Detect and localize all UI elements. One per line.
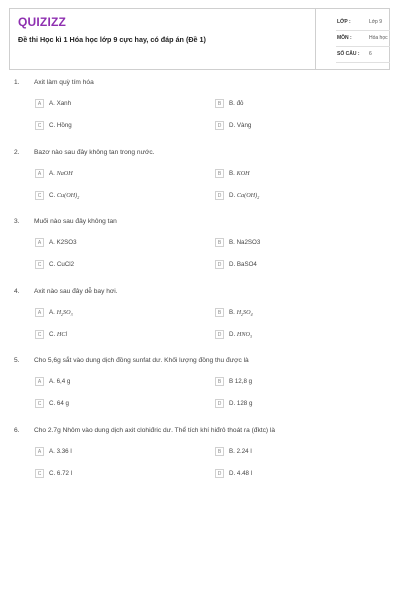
option-text: B 12,8 g	[229, 378, 253, 385]
option-text: A. 3.36 l	[49, 448, 72, 455]
question-text: Axit nào sau đây dễ bay hơi.	[34, 288, 118, 295]
option-letter-box: A	[35, 169, 44, 178]
brand-logo: QUIZIZZ	[18, 15, 67, 29]
divider	[336, 62, 390, 63]
chemical-formula: NaOH	[56, 170, 73, 177]
option-text: D. BaSO4	[229, 261, 257, 268]
option-text: C. 64 g	[49, 400, 69, 407]
meta-label: MÔN :	[337, 35, 352, 41]
option-letter-box: D	[215, 260, 224, 269]
chemical-formula: HCl	[56, 331, 68, 338]
option-text: C. Hồng	[49, 122, 72, 129]
chemical-formula: $HNO_3$	[236, 331, 252, 339]
chemical-formula: $H_2SO_3$	[56, 309, 73, 317]
option-letter-box: B	[215, 99, 224, 108]
chemical-formula: $H_2SO_4$	[236, 309, 253, 317]
option-text: A. K2SO3	[49, 239, 77, 246]
option-text: D. 128 g	[229, 400, 253, 407]
option-letter-box: A	[35, 238, 44, 247]
option-letter-box: C	[35, 260, 44, 269]
question-number: 3.	[14, 218, 20, 225]
question-text: Muối nào sau đây không tan	[34, 218, 117, 225]
option-letter-box: C	[35, 399, 44, 408]
option-letter-box: A	[35, 99, 44, 108]
question-text: Bazơ nào sau đây không tan trong nước.	[34, 149, 155, 156]
option-letter-box: C	[35, 191, 44, 200]
option-text: B. Na2SO3	[229, 239, 261, 246]
option-letter-box: C	[35, 330, 44, 339]
chemical-formula: $Cu(OH)_2$	[56, 192, 80, 200]
option-text: A. 6,4 g	[49, 378, 71, 385]
option-text: C. 6.72 l	[49, 470, 73, 477]
meta-row-count	[316, 47, 391, 61]
question-number: 6.	[14, 427, 20, 434]
option-letter-box: B	[215, 169, 224, 178]
formula-subscript: 2	[241, 312, 244, 317]
question-text: Cho 5,6g sắt vào dung dịch đồng sunfat dư. Khối lượng đồng thu được là	[34, 357, 249, 364]
option-letter-box: D	[215, 399, 224, 408]
option-letter-box: D	[215, 191, 224, 200]
option-letter-box: A	[35, 377, 44, 386]
option-letter-box: A	[35, 308, 44, 317]
question-text: Cho 2.7g Nhôm vào dung dịch axit clohiđric dư. Thể tích khí hiđrô thoát ra (đktc) là	[34, 427, 276, 434]
option-letter-box: C	[35, 469, 44, 478]
meta-panel	[315, 9, 391, 69]
option-letter-box: D	[215, 469, 224, 478]
option-letter-box: D	[215, 330, 224, 339]
option-text: B. KOH	[229, 170, 250, 177]
option-text: C. HCl	[49, 331, 68, 338]
option-letter-box: B	[215, 308, 224, 317]
option-letter-box: A	[35, 447, 44, 456]
option-text: A. Xanh	[49, 100, 72, 107]
formula-subscript: 3	[250, 334, 252, 339]
question-number: 5.	[14, 357, 20, 364]
worksheet-header	[9, 8, 390, 70]
chemical-formula: $Ca(OH)_2$	[236, 192, 260, 200]
meta-label: LỚP :	[337, 19, 351, 25]
question-text: Axit làm quỳ tím hóa	[34, 79, 94, 86]
option-text: B. đỏ	[229, 100, 244, 107]
formula-subscript: 4	[250, 312, 253, 317]
meta-row-subject	[316, 31, 391, 45]
option-text: C. CuCl2	[49, 261, 75, 268]
question-number: 2.	[14, 149, 20, 156]
option-text: B. 2.24 l	[229, 448, 252, 455]
option-text: D. 4.48 l	[229, 470, 253, 477]
meta-label: SỐ CÂU :	[337, 51, 360, 57]
meta-value: 6	[369, 51, 372, 57]
option-letter-box: B	[215, 238, 224, 247]
meta-value: Hóa học	[369, 35, 388, 41]
option-letter-box: B	[215, 447, 224, 456]
meta-value: Lớp 9	[369, 19, 383, 25]
worksheet-title: Đề thi Học kì 1 Hóa học lớp 9 cực hay, có đáp án (Đề 1)	[18, 35, 206, 44]
question-number: 4.	[14, 288, 20, 295]
formula-subscript: 2	[257, 195, 260, 200]
option-letter-box: C	[35, 121, 44, 130]
formula-subscript: 2	[77, 195, 80, 200]
option-text: D. Vàng	[229, 122, 252, 129]
option-text: C. $Cu(OH)_2$	[49, 192, 80, 200]
option-text: A. $H_2SO_3$	[49, 309, 73, 317]
formula-subscript: 3	[70, 312, 73, 317]
option-text: D. $Ca(OH)_2$	[229, 192, 260, 200]
question-number: 1.	[14, 79, 20, 86]
chemical-formula: KOH	[236, 170, 250, 177]
option-text: A. NaOH	[49, 170, 73, 177]
meta-row-class	[316, 15, 391, 29]
option-text: D. $HNO_3$	[229, 331, 252, 339]
option-letter-box: D	[215, 121, 224, 130]
option-text: B. $H_2SO_4$	[229, 309, 253, 317]
formula-subscript: 2	[61, 312, 64, 317]
option-letter-box: B	[215, 377, 224, 386]
